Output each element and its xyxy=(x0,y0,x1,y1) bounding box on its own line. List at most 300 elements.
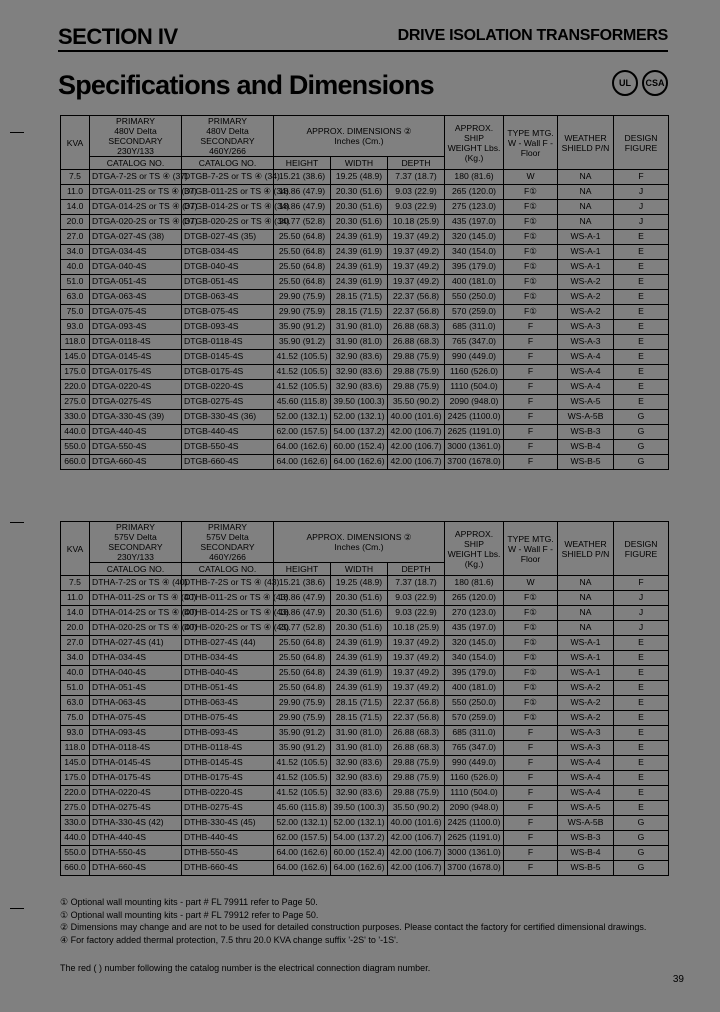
design-figure-cell: E xyxy=(614,711,669,726)
depth-cell: 19.37 (49.2) xyxy=(388,636,445,651)
catalog-b-cell: DTGB-011-2S or TS ④ (34) xyxy=(182,185,274,200)
mounting-cell: F① xyxy=(504,711,558,726)
width-header: WIDTH xyxy=(331,157,388,170)
height-cell: 64.00 (162.6) xyxy=(274,846,331,861)
width-cell: 20.30 (51.6) xyxy=(331,591,388,606)
width-cell: 28.15 (71.5) xyxy=(331,290,388,305)
table-row xyxy=(61,245,669,260)
weight-cell: 550 (250.0) xyxy=(445,290,504,305)
catalog-b-cell: DTHB-7-2S or TS ④ (43) xyxy=(182,576,274,591)
weight-cell: 270 (123.0) xyxy=(445,606,504,621)
catalog-a-cell: DTGA-0220-4S xyxy=(90,380,182,395)
width-cell: 24.39 (61.9) xyxy=(331,260,388,275)
mounting-cell: F① xyxy=(504,275,558,290)
catalog-b-cell: DTGB-0175-4S xyxy=(182,365,274,380)
page-title: Specifications and Dimensions xyxy=(58,70,434,100)
depth-cell: 19.37 (49.2) xyxy=(388,681,445,696)
depth-cell: 9.03 (22.9) xyxy=(388,606,445,621)
catalog-b-cell: DTGB-051-4S xyxy=(182,275,274,290)
mounting-cell: F① xyxy=(504,636,558,651)
kva-cell: 660.0 xyxy=(61,861,90,876)
weight-cell: 765 (347.0) xyxy=(445,741,504,756)
height-cell: 41.52 (105.5) xyxy=(274,771,331,786)
spec-rows xyxy=(61,170,669,470)
catalog-a-cell: DTHA-040-4S xyxy=(90,666,182,681)
table-row xyxy=(61,801,669,816)
catalog-b-cell: DTGB-7-2S or TS ④ (34) xyxy=(182,170,274,185)
design-figure-cell: E xyxy=(614,305,669,320)
kva-cell: 145.0 xyxy=(61,350,90,365)
width-cell: 32.90 (83.6) xyxy=(331,365,388,380)
table-row xyxy=(61,831,669,846)
weight-cell: 3700 (1678.0) xyxy=(445,455,504,470)
width-cell: 60.00 (152.4) xyxy=(331,440,388,455)
height-header: HEIGHT xyxy=(274,563,331,576)
depth-cell: 29.88 (75.9) xyxy=(388,771,445,786)
mounting-cell: F xyxy=(504,756,558,771)
design-figure-cell: G xyxy=(614,410,669,425)
shield-cell: WS-A-2 xyxy=(558,681,614,696)
kva-cell: 7.5 xyxy=(61,576,90,591)
catalog-b-cell: DTHB-0220-4S xyxy=(182,786,274,801)
width-cell: 31.90 (81.0) xyxy=(331,320,388,335)
depth-cell: 9.03 (22.9) xyxy=(388,591,445,606)
mounting-header: TYPE MTG. W - Wall F - Floor xyxy=(504,116,558,170)
mounting-cell: W xyxy=(504,576,558,591)
shield-cell: WS-A-1 xyxy=(558,230,614,245)
height-cell: 25.50 (64.8) xyxy=(274,666,331,681)
kva-cell: 27.0 xyxy=(61,636,90,651)
catalog-a-cell: DTHA-075-4S xyxy=(90,711,182,726)
shield-cell: WS-A-2 xyxy=(558,290,614,305)
kva-cell: 330.0 xyxy=(61,410,90,425)
weight-cell: 180 (81.6) xyxy=(445,576,504,591)
table-row xyxy=(61,215,669,230)
width-cell: 28.15 (71.5) xyxy=(331,711,388,726)
catalog-a-cell: DTHA-020-2S or TS ④ (40) xyxy=(90,621,182,636)
design-figure-cell: E xyxy=(614,666,669,681)
width-cell: 28.15 (71.5) xyxy=(331,696,388,711)
mounting-cell: F① xyxy=(504,245,558,260)
width-cell: 32.90 (83.6) xyxy=(331,786,388,801)
design-figure-header: DESIGN FIGURE xyxy=(614,522,669,576)
height-cell: 25.50 (64.8) xyxy=(274,651,331,666)
shield-cell: WS-A-2 xyxy=(558,275,614,290)
catalog-a-cell: DTHA-7-2S or TS ④ (40) xyxy=(90,576,182,591)
catalog-a-cell: DTGA-051-4S xyxy=(90,275,182,290)
table-row xyxy=(61,230,669,245)
height-cell: 20.77 (52.8) xyxy=(274,215,331,230)
table-row xyxy=(61,846,669,861)
design-figure-cell: J xyxy=(614,185,669,200)
width-cell: 31.90 (81.0) xyxy=(331,726,388,741)
kva-cell: 550.0 xyxy=(61,846,90,861)
weight-cell: 685 (311.0) xyxy=(445,726,504,741)
catalog-a-cell: DTHA-034-4S xyxy=(90,651,182,666)
kva-cell: 220.0 xyxy=(61,380,90,395)
kva-cell: 20.0 xyxy=(61,215,90,230)
mounting-cell: F xyxy=(504,320,558,335)
height-cell: 18.86 (47.9) xyxy=(274,185,331,200)
mounting-cell: F xyxy=(504,816,558,831)
depth-cell: 22.37 (56.8) xyxy=(388,696,445,711)
weight-header: APPROX. SHIP WEIGHT Lbs. (Kg.) xyxy=(445,522,504,576)
width-cell: 24.39 (61.9) xyxy=(331,230,388,245)
table-row xyxy=(61,380,669,395)
weight-cell: 2090 (948.0) xyxy=(445,395,504,410)
depth-header: DEPTH xyxy=(388,157,445,170)
catalog-a-cell: DTHA-0118-4S xyxy=(90,741,182,756)
depth-cell: 29.88 (75.9) xyxy=(388,350,445,365)
table-row xyxy=(61,365,669,380)
height-cell: 20.77 (52.8) xyxy=(274,621,331,636)
catalog-b-cell: DTHB-034-4S xyxy=(182,651,274,666)
kva-cell: 20.0 xyxy=(61,621,90,636)
table-row xyxy=(61,861,669,876)
weight-cell: 265 (120.0) xyxy=(445,591,504,606)
width-cell: 54.00 (137.2) xyxy=(331,425,388,440)
catalog-b-cell: DTHB-0145-4S xyxy=(182,756,274,771)
table-row xyxy=(61,455,669,470)
mounting-cell: F① xyxy=(504,591,558,606)
kva-header: KVA xyxy=(61,522,90,576)
design-figure-cell: E xyxy=(614,395,669,410)
catalog-a-cell: DTGA-093-4S xyxy=(90,320,182,335)
design-figure-cell: G xyxy=(614,816,669,831)
footnote: ④ For factory added thermal protection, 7.5 thru 20.0 KVA change suffix '-2S' to '-1S'. xyxy=(60,934,399,945)
catalog-b-cell: DTGB-075-4S xyxy=(182,305,274,320)
design-figure-cell: E xyxy=(614,245,669,260)
weight-cell: 990 (449.0) xyxy=(445,350,504,365)
weight-cell: 340 (154.0) xyxy=(445,651,504,666)
weight-cell: 685 (311.0) xyxy=(445,320,504,335)
catalog-b-cell: DTHB-011-2S or TS ④ (43) xyxy=(182,591,274,606)
table-row xyxy=(61,786,669,801)
weight-cell: 765 (347.0) xyxy=(445,335,504,350)
design-figure-cell: E xyxy=(614,365,669,380)
catalog-b-cell: DTHB-330-4S (45) xyxy=(182,816,274,831)
shield-cell: WS-B-4 xyxy=(558,846,614,861)
section-label: SECTION IV xyxy=(58,24,178,49)
csa-logo-icon: CSA xyxy=(642,70,668,96)
mounting-cell: F① xyxy=(504,230,558,245)
catalog-a-cell: DTGA-075-4S xyxy=(90,305,182,320)
table-row xyxy=(61,636,669,651)
shield-cell: WS-A-1 xyxy=(558,260,614,275)
mounting-cell: F xyxy=(504,455,558,470)
catalog-a-cell: DTGA-034-4S xyxy=(90,245,182,260)
height-cell: 35.90 (91.2) xyxy=(274,741,331,756)
catalog-b-header: CATALOG NO. xyxy=(182,157,274,170)
catalog-b-cell: DTGB-063-4S xyxy=(182,290,274,305)
table-row xyxy=(61,260,669,275)
design-figure-cell: G xyxy=(614,425,669,440)
catalog-a-cell: DTGA-550-4S xyxy=(90,440,182,455)
table-row xyxy=(61,185,669,200)
height-cell: 41.52 (105.5) xyxy=(274,350,331,365)
catalog-b-cell: DTGB-027-4S (35) xyxy=(182,230,274,245)
design-figure-cell: E xyxy=(614,335,669,350)
weight-cell: 2425 (1100.0) xyxy=(445,410,504,425)
catalog-b-cell: DTHB-660-4S xyxy=(182,861,274,876)
width-cell: 24.39 (61.9) xyxy=(331,636,388,651)
table-row xyxy=(61,816,669,831)
kva-cell: 11.0 xyxy=(61,185,90,200)
design-figure-cell: E xyxy=(614,756,669,771)
depth-cell: 42.00 (106.7) xyxy=(388,440,445,455)
mounting-cell: F xyxy=(504,786,558,801)
shield-cell: WS-A-1 xyxy=(558,651,614,666)
shield-cell: WS-B-3 xyxy=(558,425,614,440)
design-figure-cell: E xyxy=(614,741,669,756)
catalog-b-cell: DTHB-075-4S xyxy=(182,711,274,726)
width-cell: 20.30 (51.6) xyxy=(331,606,388,621)
catalog-b-cell: DTGB-0275-4S xyxy=(182,395,274,410)
kva-cell: 34.0 xyxy=(61,651,90,666)
mounting-cell: W xyxy=(504,170,558,185)
catalog-a-cell: DTGA-0275-4S xyxy=(90,395,182,410)
catalog-a-cell: DTHA-0275-4S xyxy=(90,801,182,816)
kva-cell: 275.0 xyxy=(61,395,90,410)
kva-cell: 63.0 xyxy=(61,696,90,711)
weight-cell: 570 (259.0) xyxy=(445,305,504,320)
shield-cell: NA xyxy=(558,215,614,230)
table-row xyxy=(61,696,669,711)
weight-cell: 400 (181.0) xyxy=(445,275,504,290)
catalog-b-cell: DTHB-0175-4S xyxy=(182,771,274,786)
width-cell: 24.39 (61.9) xyxy=(331,666,388,681)
height-cell: 35.90 (91.2) xyxy=(274,320,331,335)
height-cell: 18.86 (47.9) xyxy=(274,591,331,606)
depth-cell: 10.18 (25.9) xyxy=(388,215,445,230)
height-cell: 25.50 (64.8) xyxy=(274,230,331,245)
depth-cell: 29.88 (75.9) xyxy=(388,365,445,380)
spec-rows xyxy=(61,576,669,876)
width-cell: 20.30 (51.6) xyxy=(331,215,388,230)
weight-cell: 3000 (1361.0) xyxy=(445,440,504,455)
height-cell: 25.50 (64.8) xyxy=(274,245,331,260)
width-cell: 20.30 (51.6) xyxy=(331,185,388,200)
weight-cell: 1110 (504.0) xyxy=(445,380,504,395)
catalog-b-cell: DTHB-550-4S xyxy=(182,846,274,861)
mounting-cell: F xyxy=(504,831,558,846)
height-cell: 62.00 (157.5) xyxy=(274,831,331,846)
kva-cell: 51.0 xyxy=(61,275,90,290)
catalog-a-cell: DTHA-660-4S xyxy=(90,861,182,876)
weight-cell: 400 (181.0) xyxy=(445,681,504,696)
design-figure-cell: J xyxy=(614,200,669,215)
width-cell: 19.25 (48.9) xyxy=(331,170,388,185)
dimensions-header: APPROX. DIMENSIONS ② Inches (Cm.) xyxy=(274,522,445,563)
table-row xyxy=(61,320,669,335)
shield-cell: WS-A-4 xyxy=(558,365,614,380)
kva-cell: 11.0 xyxy=(61,591,90,606)
depth-cell: 35.50 (90.2) xyxy=(388,801,445,816)
depth-cell: 42.00 (106.7) xyxy=(388,455,445,470)
depth-cell: 10.18 (25.9) xyxy=(388,621,445,636)
shield-cell: WS-B-5 xyxy=(558,455,614,470)
weight-cell: 340 (154.0) xyxy=(445,245,504,260)
depth-cell: 29.88 (75.9) xyxy=(388,786,445,801)
design-figure-cell: E xyxy=(614,350,669,365)
height-cell: 35.90 (91.2) xyxy=(274,335,331,350)
width-cell: 52.00 (132.1) xyxy=(331,410,388,425)
depth-cell: 19.37 (49.2) xyxy=(388,245,445,260)
weight-cell: 3700 (1678.0) xyxy=(445,861,504,876)
catalog-b-cell: DTHB-093-4S xyxy=(182,726,274,741)
catalog-b-cell: DTGB-020-2S or TS ④ (34) xyxy=(182,215,274,230)
shield-cell: WS-A-2 xyxy=(558,711,614,726)
kva-cell: 220.0 xyxy=(61,786,90,801)
width-cell: 24.39 (61.9) xyxy=(331,275,388,290)
catalog-a-cell: DTGA-040-4S xyxy=(90,260,182,275)
table-row xyxy=(61,170,669,185)
depth-cell: 42.00 (106.7) xyxy=(388,831,445,846)
height-cell: 18.86 (47.9) xyxy=(274,200,331,215)
height-cell: 18.86 (47.9) xyxy=(274,606,331,621)
header-rule xyxy=(58,50,668,52)
table-row xyxy=(61,305,669,320)
weight-cell: 1160 (526.0) xyxy=(445,365,504,380)
height-cell: 29.90 (75.9) xyxy=(274,696,331,711)
shield-cell: WS-B-3 xyxy=(558,831,614,846)
catalog-a-cell: DTHA-011-2S or TS ④ (40) xyxy=(90,591,182,606)
height-cell: 45.60 (115.8) xyxy=(274,395,331,410)
dimensions-header: APPROX. DIMENSIONS ② Inches (Cm.) xyxy=(274,116,445,157)
mounting-cell: F① xyxy=(504,606,558,621)
width-cell: 20.30 (51.6) xyxy=(331,621,388,636)
depth-cell: 29.88 (75.9) xyxy=(388,756,445,771)
margin-mark xyxy=(10,132,24,133)
design-figure-cell: E xyxy=(614,801,669,816)
height-cell: 64.00 (162.6) xyxy=(274,455,331,470)
footnotes xyxy=(60,896,646,946)
catalog-b-cell: DTGB-660-4S xyxy=(182,455,274,470)
table-row xyxy=(61,666,669,681)
depth-cell: 22.37 (56.8) xyxy=(388,290,445,305)
catalog-a-cell: DTGA-063-4S xyxy=(90,290,182,305)
width-cell: 20.30 (51.6) xyxy=(331,200,388,215)
shield-cell: WS-A-1 xyxy=(558,636,614,651)
shield-cell: WS-A-4 xyxy=(558,786,614,801)
depth-cell: 22.37 (56.8) xyxy=(388,305,445,320)
catalog-a-cell: DTHA-051-4S xyxy=(90,681,182,696)
weight-cell: 570 (259.0) xyxy=(445,711,504,726)
mounting-cell: F xyxy=(504,440,558,455)
spec-table-575v xyxy=(60,521,669,876)
table-row xyxy=(61,290,669,305)
footnote: ① Optional wall mounting kits - part # FL 79912 refer to Page 50. xyxy=(60,909,319,920)
width-cell: 54.00 (137.2) xyxy=(331,831,388,846)
footnote: ① Optional wall mounting kits - part # FL 79911 refer to Page 50. xyxy=(60,897,318,907)
shield-cell: NA xyxy=(558,170,614,185)
catalog-a-cell: DTGA-440-4S xyxy=(90,425,182,440)
weight-cell: 990 (449.0) xyxy=(445,756,504,771)
kva-cell: 93.0 xyxy=(61,726,90,741)
table-row xyxy=(61,425,669,440)
catalog-a-cell: DTHA-330-4S (42) xyxy=(90,816,182,831)
depth-cell: 42.00 (106.7) xyxy=(388,425,445,440)
catalog-b-cell: DTGB-440-4S xyxy=(182,425,274,440)
shield-cell: WS-A-2 xyxy=(558,305,614,320)
catalog-b-cell: DTGB-0145-4S xyxy=(182,350,274,365)
weight-cell: 435 (197.0) xyxy=(445,215,504,230)
margin-mark xyxy=(10,908,24,909)
height-cell: 25.50 (64.8) xyxy=(274,636,331,651)
kva-cell: 660.0 xyxy=(61,455,90,470)
depth-cell: 42.00 (106.7) xyxy=(388,861,445,876)
mounting-cell: F xyxy=(504,726,558,741)
kva-cell: 93.0 xyxy=(61,320,90,335)
mounting-header: TYPE MTG. W - Wall F - Floor xyxy=(504,522,558,576)
mounting-cell: F① xyxy=(504,305,558,320)
height-cell: 52.00 (132.1) xyxy=(274,816,331,831)
kva-cell: 145.0 xyxy=(61,756,90,771)
mounting-cell: F① xyxy=(504,681,558,696)
mounting-cell: F xyxy=(504,350,558,365)
design-figure-cell: E xyxy=(614,275,669,290)
primary-a-header: PRIMARY 575V Delta SECONDARY 230Y/133 xyxy=(90,522,182,563)
kva-cell: 330.0 xyxy=(61,816,90,831)
shield-cell: NA xyxy=(558,591,614,606)
footnote: ② Dimensions may change and are not to be used for detailed construction purposes. Please contact the factory for certified dimensional drawings. xyxy=(60,922,647,932)
design-figure-cell: E xyxy=(614,260,669,275)
mounting-cell: F① xyxy=(504,651,558,666)
catalog-b-header: CATALOG NO. xyxy=(182,563,274,576)
width-cell: 32.90 (83.6) xyxy=(331,380,388,395)
depth-cell: 19.37 (49.2) xyxy=(388,666,445,681)
catalog-b-cell: DTHB-040-4S xyxy=(182,666,274,681)
weight-cell: 2625 (1191.0) xyxy=(445,831,504,846)
weight-cell: 3000 (1361.0) xyxy=(445,846,504,861)
shield-cell: NA xyxy=(558,185,614,200)
weight-header: APPROX. SHIP WEIGHT Lbs. (Kg.) xyxy=(445,116,504,170)
mounting-cell: F① xyxy=(504,215,558,230)
design-figure-cell: J xyxy=(614,621,669,636)
depth-cell: 26.88 (68.3) xyxy=(388,741,445,756)
design-figure-cell: J xyxy=(614,591,669,606)
design-figure-header: DESIGN FIGURE xyxy=(614,116,669,170)
shield-cell: WS-A-5 xyxy=(558,801,614,816)
shield-cell: WS-A-1 xyxy=(558,666,614,681)
weight-cell: 320 (145.0) xyxy=(445,636,504,651)
depth-cell: 19.37 (49.2) xyxy=(388,230,445,245)
depth-cell: 42.00 (106.7) xyxy=(388,846,445,861)
design-figure-cell: G xyxy=(614,861,669,876)
shield-header: WEATHER SHIELD P/N xyxy=(558,116,614,170)
design-figure-cell: E xyxy=(614,681,669,696)
height-header: HEIGHT xyxy=(274,157,331,170)
catalog-b-cell: DTGB-330-4S (36) xyxy=(182,410,274,425)
shield-cell: WS-A-2 xyxy=(558,696,614,711)
table-row xyxy=(61,726,669,741)
catalog-b-cell: DTGB-0118-4S xyxy=(182,335,274,350)
table-row xyxy=(61,350,669,365)
height-cell: 29.90 (75.9) xyxy=(274,305,331,320)
page-number: 39 xyxy=(672,974,684,985)
height-cell: 15.21 (38.6) xyxy=(274,576,331,591)
height-cell: 41.52 (105.5) xyxy=(274,365,331,380)
width-cell: 52.00 (132.1) xyxy=(331,816,388,831)
table-row xyxy=(61,335,669,350)
weight-cell: 2425 (1100.0) xyxy=(445,816,504,831)
depth-cell: 7.37 (18.7) xyxy=(388,576,445,591)
primary-a-header: PRIMARY 480V Delta SECONDARY 230Y/133 xyxy=(90,116,182,157)
mounting-cell: F① xyxy=(504,666,558,681)
design-figure-cell: F xyxy=(614,576,669,591)
depth-cell: 9.03 (22.9) xyxy=(388,185,445,200)
catalog-a-cell: DTGA-011-2S or TS ④ (37) xyxy=(90,185,182,200)
